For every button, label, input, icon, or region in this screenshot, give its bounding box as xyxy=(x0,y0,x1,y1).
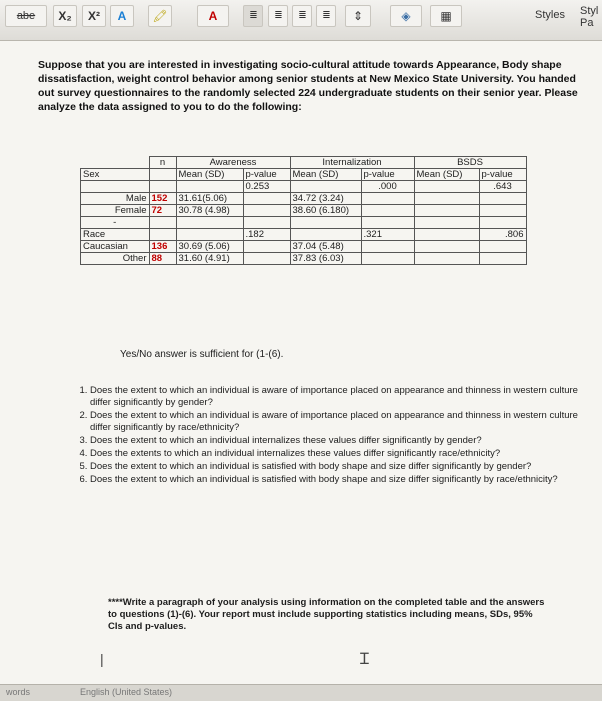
language-indicator[interactable]: English (United States) xyxy=(80,687,173,697)
question-item: 2. Does the extent to which an individual is aware of importance placed on appearance and thinness in western culture differ significantly by race/ethnicity? xyxy=(90,410,590,434)
justify-icon[interactable]: ≣ xyxy=(316,5,336,27)
intro-paragraph: Suppose that you are interested in investigating socio-cultural attitude towards Appearance, Body shape dissatisfaction, weight control behavior among senior students at New Mexico State University. You handed out survey questionnaires to the randomly selected 224 undergraduate students on their senior year. Please analyze the data assigned to you to do the following: xyxy=(38,59,578,113)
status-bar xyxy=(0,684,602,701)
header-bsds: BSDS xyxy=(414,157,526,169)
caucasian-n: 136 xyxy=(149,241,176,253)
borders-icon[interactable]: ▦ xyxy=(430,5,462,27)
table-row xyxy=(81,205,527,217)
styles-button[interactable]: Styles xyxy=(535,9,565,21)
separator-dash: - xyxy=(81,217,150,229)
sex-awareness-pvalue: 0.253 xyxy=(243,181,290,193)
other-n: 88 xyxy=(149,253,176,265)
question-item: 6. Does the extent to which an individual is satisfied with body shape and size differ significantly by race/ethnicity? xyxy=(90,474,590,486)
caucasian-internalization-mean: 37.04 (5.48) xyxy=(290,241,361,253)
document-page[interactable] xyxy=(0,41,602,684)
subheader-pvalue: p-value xyxy=(361,169,414,181)
subheader-mean: Mean (SD) xyxy=(290,169,361,181)
line-spacing-icon[interactable]: ⇕ xyxy=(345,5,371,27)
align-center-icon[interactable]: ≣ xyxy=(268,5,288,27)
table-row xyxy=(81,253,527,265)
text-cursor: | xyxy=(100,651,104,667)
header-awareness: Awareness xyxy=(176,157,290,169)
male-internalization-mean: 34.72 (3.24) xyxy=(290,193,361,205)
table-row xyxy=(81,229,527,241)
sex-label: Sex xyxy=(81,169,150,181)
race-awareness-pvalue: .182 xyxy=(243,229,290,241)
race-label: Race xyxy=(81,229,150,241)
results-table xyxy=(80,156,527,265)
subheader-pvalue: p-value xyxy=(243,169,290,181)
report-instructions: ****Write a paragraph of your analysis using information on the completed table and the answers to questions (1)-(6). Your report must include supporting statistics including means, SDs, 95% CIs and p-values. xyxy=(108,597,545,632)
race-bsds-pvalue: .806 xyxy=(479,229,526,241)
superscript-button[interactable]: X² xyxy=(82,5,106,27)
female-label: Female xyxy=(81,205,150,217)
female-awareness-mean: 30.78 (4.98) xyxy=(176,205,243,217)
font-color-icon[interactable]: A xyxy=(197,5,229,27)
male-label: Male xyxy=(81,193,150,205)
caucasian-label: Caucasian xyxy=(81,241,150,253)
styles-pane-button[interactable]: Styl Pa xyxy=(580,5,599,29)
subscript-button[interactable]: X₂ xyxy=(53,5,77,27)
table-row xyxy=(81,181,527,193)
ibeam-cursor-icon: Ɪ xyxy=(360,651,369,668)
sex-bsds-pvalue: .643 xyxy=(479,181,526,193)
instruction-text: Yes/No answer is sufficient for (1-(6). xyxy=(120,349,284,360)
shading-icon[interactable]: ◈ xyxy=(390,5,422,27)
question-item: 1. Does the extent to which an individual is aware of importance placed on appearance and thinness in western culture differ significantly by gender? xyxy=(90,385,590,409)
sex-internalization-pvalue: .000 xyxy=(361,181,414,193)
race-internalization-pvalue: .321 xyxy=(361,229,414,241)
male-n: 152 xyxy=(149,193,176,205)
subheader-mean: Mean (SD) xyxy=(414,169,479,181)
other-awareness-mean: 31.60 (4.91) xyxy=(176,253,243,265)
subheader-pvalue: p-value xyxy=(479,169,526,181)
caucasian-awareness-mean: 30.69 (5.06) xyxy=(176,241,243,253)
other-label: Other xyxy=(81,253,150,265)
question-list xyxy=(64,385,590,487)
header-internalization: Internalization xyxy=(290,157,414,169)
question-item: 4. Does the extents to which an individual internalizes these values differ significantly race/ethnicity? xyxy=(90,448,590,460)
highlight-icon[interactable]: 🖍 xyxy=(148,5,172,27)
table-row xyxy=(81,157,527,169)
table-row xyxy=(81,241,527,253)
female-internalization-mean: 38.60 (6.180) xyxy=(290,205,361,217)
other-internalization-mean: 37.83 (6.03) xyxy=(290,253,361,265)
table-row xyxy=(81,193,527,205)
subheader-mean: Mean (SD) xyxy=(176,169,243,181)
table-header-n: n xyxy=(149,157,176,169)
word-count[interactable]: words xyxy=(6,687,31,697)
text-effects-icon[interactable]: A xyxy=(110,5,134,27)
male-awareness-mean: 31.61(5.06) xyxy=(176,193,243,205)
table-row xyxy=(81,169,527,181)
formatting-ribbon xyxy=(0,0,602,41)
table-row xyxy=(81,217,527,229)
question-item: 3. Does the extent to which an individual internalizes these values differ significantly by gender? xyxy=(90,435,590,447)
align-left-icon[interactable]: ≣ xyxy=(243,5,263,27)
align-right-icon[interactable]: ≣ xyxy=(292,5,312,27)
female-n: 72 xyxy=(149,205,176,217)
strikethrough-button[interactable]: abe xyxy=(5,5,47,27)
question-item: 5. Does the extent to which an individual is satisfied with body shape and size differ significantly by gender? xyxy=(90,461,590,473)
